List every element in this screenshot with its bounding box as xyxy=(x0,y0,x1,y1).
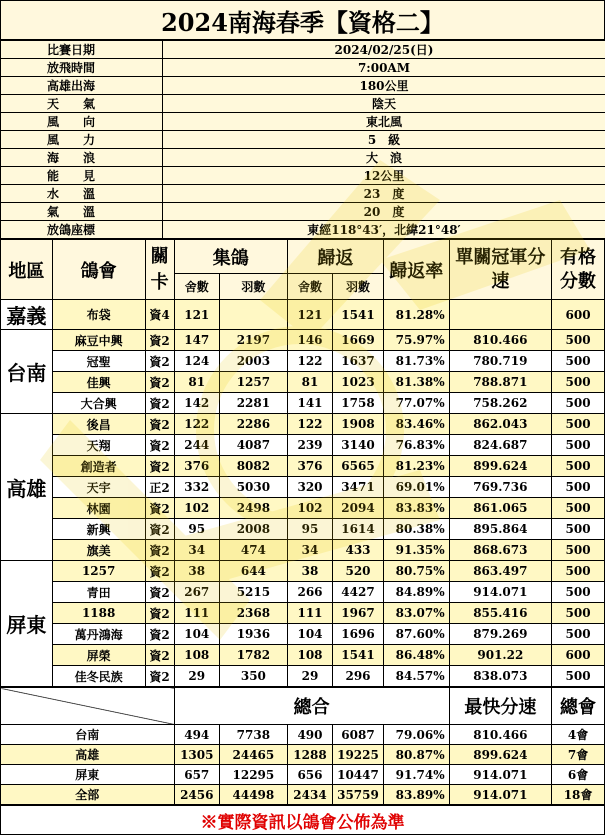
header-collect-birds: 羽數 xyxy=(219,274,287,300)
returned-birds: 433 xyxy=(333,540,384,561)
info-label: 風 向 xyxy=(1,113,163,131)
summary-collect-sheds: 1305 xyxy=(174,745,219,765)
collect-sheds: 95 xyxy=(174,519,219,540)
club-name: 大合興 xyxy=(52,393,145,414)
summary-fastest-speed: 914.071 xyxy=(449,785,551,805)
info-value: 12公里 xyxy=(163,167,605,185)
gate: 資2 xyxy=(145,582,174,603)
info-value: 23 度 xyxy=(163,185,605,203)
header-region: 地區 xyxy=(1,240,53,300)
info-value: 2024/02/25(日) xyxy=(163,41,605,59)
info-row xyxy=(1,59,605,77)
returned-birds: 1696 xyxy=(333,624,384,645)
gate: 資2 xyxy=(145,330,174,351)
club-name: 佳興 xyxy=(52,372,145,393)
table-row xyxy=(1,330,605,351)
header-qualified-points: 有格分數 xyxy=(552,240,605,300)
summary-club-count: 6會 xyxy=(552,765,605,785)
info-row xyxy=(1,221,605,239)
region-name: 台南 xyxy=(1,330,53,414)
champion-speed: 862.043 xyxy=(449,414,551,435)
summary-return-rate: 80.87% xyxy=(383,745,449,765)
collect-birds: 1936 xyxy=(219,624,287,645)
returned-birds: 1637 xyxy=(333,351,384,372)
return-rate: 81.73% xyxy=(383,351,449,372)
return-rate: 81.23% xyxy=(383,456,449,477)
summary-collect-sheds: 2456 xyxy=(174,785,219,805)
header-returned-sheds: 舍數 xyxy=(287,274,332,300)
return-rate: 84.57% xyxy=(383,666,449,687)
qualified-points: 600 xyxy=(552,300,605,330)
club-name: 布袋 xyxy=(52,300,145,330)
diagonal-cell xyxy=(1,688,175,725)
returned-sheds: 104 xyxy=(287,624,332,645)
results-body xyxy=(1,300,605,687)
champion-speed: 868.673 xyxy=(449,540,551,561)
returned-birds: 1614 xyxy=(333,519,384,540)
info-value: 大 浪 xyxy=(163,149,605,167)
return-rate: 87.60% xyxy=(383,624,449,645)
club-name: 1188 xyxy=(52,603,145,624)
returned-sheds: 95 xyxy=(287,519,332,540)
club-name: 佳冬民族 xyxy=(52,666,145,687)
gate: 資2 xyxy=(145,645,174,666)
return-rate: 80.75% xyxy=(383,561,449,582)
return-rate: 81.38% xyxy=(383,372,449,393)
collect-birds: 2197 xyxy=(219,330,287,351)
info-row xyxy=(1,113,605,131)
summary-returned-birds: 19225 xyxy=(333,745,384,765)
club-name: 萬丹鴻海 xyxy=(52,624,145,645)
header-returned-birds: 羽數 xyxy=(333,274,384,300)
collect-sheds: 108 xyxy=(174,645,219,666)
info-value: 20 度 xyxy=(163,203,605,221)
collect-birds: 2368 xyxy=(219,603,287,624)
summary-club-count: 18會 xyxy=(552,785,605,805)
return-rate: 75.97% xyxy=(383,330,449,351)
race-info-body xyxy=(1,41,605,239)
returned-birds: 1908 xyxy=(333,414,384,435)
summary-collect-sheds: 657 xyxy=(174,765,219,785)
table-row xyxy=(1,300,605,330)
champion-speed: 780.719 xyxy=(449,351,551,372)
champion-speed: 863.497 xyxy=(449,561,551,582)
summary-collect-birds: 24465 xyxy=(219,745,287,765)
info-label: 天 氣 xyxy=(1,95,163,113)
qualified-points: 500 xyxy=(552,582,605,603)
collect-birds: 644 xyxy=(219,561,287,582)
returned-sheds: 102 xyxy=(287,498,332,519)
return-rate: 76.83% xyxy=(383,435,449,456)
return-rate: 81.28% xyxy=(383,300,449,330)
gate: 資2 xyxy=(145,498,174,519)
results-header xyxy=(1,240,605,300)
collect-birds: 2003 xyxy=(219,351,287,372)
return-rate: 84.89% xyxy=(383,582,449,603)
returned-sheds: 376 xyxy=(287,456,332,477)
info-value: 東經118°43′，北緯21°48′ xyxy=(163,221,605,239)
champion-speed: 838.073 xyxy=(449,666,551,687)
qualified-points: 500 xyxy=(552,624,605,645)
champion-speed: 901.22 xyxy=(449,645,551,666)
returned-sheds: 29 xyxy=(287,666,332,687)
table-row xyxy=(1,645,605,666)
summary-row xyxy=(1,765,605,785)
summary-area: 全部 xyxy=(1,785,175,805)
champion-speed: 758.262 xyxy=(449,393,551,414)
collect-birds: 5030 xyxy=(219,477,287,498)
returned-sheds: 38 xyxy=(287,561,332,582)
info-label: 水 溫 xyxy=(1,185,163,203)
returned-sheds: 108 xyxy=(287,645,332,666)
collect-birds: 5215 xyxy=(219,582,287,603)
champion-speed: 824.687 xyxy=(449,435,551,456)
club-name: 天宇 xyxy=(52,477,145,498)
summary-return-rate: 79.06% xyxy=(383,725,449,745)
summary-returned-sheds: 2434 xyxy=(287,785,332,805)
qualified-points: 500 xyxy=(552,351,605,372)
club-name: 屏榮 xyxy=(52,645,145,666)
returned-sheds: 141 xyxy=(287,393,332,414)
return-rate: 80.38% xyxy=(383,519,449,540)
info-value: 東北風 xyxy=(163,113,605,131)
region-name: 屏東 xyxy=(1,561,53,687)
champion-speed: 788.871 xyxy=(449,372,551,393)
collect-birds: 4087 xyxy=(219,435,287,456)
returned-birds: 520 xyxy=(333,561,384,582)
summary-collect-birds: 7738 xyxy=(219,725,287,745)
collect-birds: 2498 xyxy=(219,498,287,519)
collect-sheds: 102 xyxy=(174,498,219,519)
table-row xyxy=(1,624,605,645)
table-row xyxy=(1,498,605,519)
returned-birds: 1023 xyxy=(333,372,384,393)
collect-sheds: 244 xyxy=(174,435,219,456)
info-row xyxy=(1,77,605,95)
summary-body xyxy=(1,688,605,805)
club-name: 旗美 xyxy=(52,540,145,561)
gate: 資2 xyxy=(145,414,174,435)
summary-row xyxy=(1,725,605,745)
return-rate: 83.83% xyxy=(383,498,449,519)
returned-birds: 3140 xyxy=(333,435,384,456)
qualified-points: 500 xyxy=(552,393,605,414)
header-collect-sheds: 舍數 xyxy=(174,274,219,300)
gate: 資2 xyxy=(145,666,174,687)
summary-table xyxy=(0,687,605,805)
returned-birds: 6565 xyxy=(333,456,384,477)
table-row xyxy=(1,540,605,561)
champion-speed: 855.416 xyxy=(449,603,551,624)
header-club: 鴿會 xyxy=(52,240,145,300)
club-name: 天翔 xyxy=(52,435,145,456)
qualified-points: 500 xyxy=(552,603,605,624)
return-rate: 77.07% xyxy=(383,393,449,414)
collect-sheds: 34 xyxy=(174,540,219,561)
table-row xyxy=(1,414,605,435)
collect-sheds: 122 xyxy=(174,414,219,435)
club-name: 青田 xyxy=(52,582,145,603)
info-value: 180公里 xyxy=(163,77,605,95)
champion-speed: 810.466 xyxy=(449,330,551,351)
returned-birds: 3471 xyxy=(333,477,384,498)
return-rate: 91.35% xyxy=(383,540,449,561)
summary-clubs-label: 總會 xyxy=(552,688,605,725)
summary-returned-birds: 35759 xyxy=(333,785,384,805)
champion-speed: 895.864 xyxy=(449,519,551,540)
qualified-points: 500 xyxy=(552,456,605,477)
return-rate: 83.07% xyxy=(383,603,449,624)
collect-sheds: 111 xyxy=(174,603,219,624)
collect-sheds: 29 xyxy=(174,666,219,687)
header-gate: 關卡 xyxy=(145,240,174,300)
summary-returned-sheds: 1288 xyxy=(287,745,332,765)
table-row xyxy=(1,519,605,540)
champion-speed: 879.269 xyxy=(449,624,551,645)
gate: 資2 xyxy=(145,624,174,645)
returned-birds: 4427 xyxy=(333,582,384,603)
summary-collect-birds: 12295 xyxy=(219,765,287,785)
returned-birds: 296 xyxy=(333,666,384,687)
returned-birds: 2094 xyxy=(333,498,384,519)
page-title: 2024南海春季【資格二】 xyxy=(1,1,605,40)
champion-speed: 861.065 xyxy=(449,498,551,519)
gate: 資2 xyxy=(145,435,174,456)
region-name: 高雄 xyxy=(1,414,53,561)
return-rate: 69.01% xyxy=(383,477,449,498)
summary-row xyxy=(1,745,605,765)
gate: 資2 xyxy=(145,519,174,540)
collect-sheds: 38 xyxy=(174,561,219,582)
club-name: 後昌 xyxy=(52,414,145,435)
club-name: 林園 xyxy=(52,498,145,519)
info-label: 能 見 xyxy=(1,167,163,185)
summary-returned-sheds: 490 xyxy=(287,725,332,745)
qualified-points: 500 xyxy=(552,330,605,351)
table-row xyxy=(1,351,605,372)
champion-speed xyxy=(449,300,551,330)
collect-birds: 2281 xyxy=(219,393,287,414)
table-row xyxy=(1,456,605,477)
header-champion-speed: 單關冠軍分速 xyxy=(449,240,551,300)
qualified-points: 500 xyxy=(552,666,605,687)
collect-sheds: 124 xyxy=(174,351,219,372)
returned-sheds: 146 xyxy=(287,330,332,351)
returned-sheds: 81 xyxy=(287,372,332,393)
summary-fastest-speed: 914.071 xyxy=(449,765,551,785)
collect-sheds: 332 xyxy=(174,477,219,498)
champion-speed: 769.736 xyxy=(449,477,551,498)
info-row xyxy=(1,149,605,167)
collect-birds: 2286 xyxy=(219,414,287,435)
info-row xyxy=(1,203,605,221)
collect-birds xyxy=(219,300,287,330)
race-info-table xyxy=(0,40,605,239)
summary-returned-sheds: 656 xyxy=(287,765,332,785)
header-returned: 歸返 xyxy=(287,240,383,274)
info-row xyxy=(1,95,605,113)
returned-birds: 1967 xyxy=(333,603,384,624)
club-name: 新興 xyxy=(52,519,145,540)
info-label: 放飛時間 xyxy=(1,59,163,77)
collect-sheds: 104 xyxy=(174,624,219,645)
club-name: 創造者 xyxy=(52,456,145,477)
gate: 資2 xyxy=(145,351,174,372)
returned-sheds: 320 xyxy=(287,477,332,498)
info-row xyxy=(1,167,605,185)
gate: 資2 xyxy=(145,540,174,561)
summary-club-count: 7會 xyxy=(552,745,605,765)
info-row xyxy=(1,131,605,149)
club-name: 麻豆中興 xyxy=(52,330,145,351)
returned-birds: 1669 xyxy=(333,330,384,351)
returned-birds: 1541 xyxy=(333,300,384,330)
returned-sheds: 266 xyxy=(287,582,332,603)
returned-sheds: 239 xyxy=(287,435,332,456)
table-row xyxy=(1,603,605,624)
club-name: 1257 xyxy=(52,561,145,582)
table-row xyxy=(1,561,605,582)
summary-area: 台南 xyxy=(1,725,175,745)
header-collect: 集鴿 xyxy=(174,240,287,274)
summary-area: 屏東 xyxy=(1,765,175,785)
table-row xyxy=(1,582,605,603)
summary-row xyxy=(1,785,605,805)
collect-birds: 2008 xyxy=(219,519,287,540)
gate: 資2 xyxy=(145,393,174,414)
returned-sheds: 121 xyxy=(287,300,332,330)
info-label: 放鴿座標 xyxy=(1,221,163,239)
gate: 資4 xyxy=(145,300,174,330)
club-name: 冠聖 xyxy=(52,351,145,372)
footer-note: ※實際資訊以鴿會公佈為準 xyxy=(1,806,605,835)
footer-table xyxy=(0,805,605,835)
info-label: 海 浪 xyxy=(1,149,163,167)
gate: 資2 xyxy=(145,456,174,477)
collect-birds: 1782 xyxy=(219,645,287,666)
qualified-points: 500 xyxy=(552,414,605,435)
collect-birds: 8082 xyxy=(219,456,287,477)
summary-fastest-label: 最快分速 xyxy=(449,688,551,725)
collect-sheds: 81 xyxy=(174,372,219,393)
info-row xyxy=(1,185,605,203)
info-value: 陰天 xyxy=(163,95,605,113)
collect-sheds: 142 xyxy=(174,393,219,414)
table-row xyxy=(1,372,605,393)
qualified-points: 500 xyxy=(552,372,605,393)
qualified-points: 500 xyxy=(552,477,605,498)
champion-speed: 914.071 xyxy=(449,582,551,603)
summary-returned-birds: 10447 xyxy=(333,765,384,785)
summary-fastest-speed: 810.466 xyxy=(449,725,551,745)
info-value: 7:00AM xyxy=(163,59,605,77)
region-name: 嘉義 xyxy=(1,300,53,330)
collect-sheds: 147 xyxy=(174,330,219,351)
summary-total-label: 總合 xyxy=(174,688,449,725)
info-label: 氣 溫 xyxy=(1,203,163,221)
summary-return-rate: 83.89% xyxy=(383,785,449,805)
return-rate: 83.46% xyxy=(383,414,449,435)
collect-birds: 1257 xyxy=(219,372,287,393)
table-row xyxy=(1,393,605,414)
summary-collect-sheds: 494 xyxy=(174,725,219,745)
summary-fastest-speed: 899.624 xyxy=(449,745,551,765)
gate: 資2 xyxy=(145,372,174,393)
info-label: 高雄出海 xyxy=(1,77,163,95)
info-row xyxy=(1,41,605,59)
returned-birds: 1541 xyxy=(333,645,384,666)
collect-birds: 350 xyxy=(219,666,287,687)
table-row xyxy=(1,477,605,498)
returned-birds: 1758 xyxy=(333,393,384,414)
qualified-points: 500 xyxy=(552,435,605,456)
returned-sheds: 111 xyxy=(287,603,332,624)
title-table xyxy=(0,0,605,40)
club-results-table xyxy=(0,239,605,687)
gate: 資2 xyxy=(145,561,174,582)
returned-sheds: 34 xyxy=(287,540,332,561)
returned-sheds: 122 xyxy=(287,351,332,372)
qualified-points: 600 xyxy=(552,645,605,666)
summary-collect-birds: 44498 xyxy=(219,785,287,805)
collect-sheds: 267 xyxy=(174,582,219,603)
table-row xyxy=(1,666,605,687)
summary-club-count: 4會 xyxy=(552,725,605,745)
collect-birds: 474 xyxy=(219,540,287,561)
info-label: 比賽日期 xyxy=(1,41,163,59)
summary-return-rate: 91.74% xyxy=(383,765,449,785)
qualified-points: 500 xyxy=(552,540,605,561)
return-rate: 86.48% xyxy=(383,645,449,666)
header-return-rate: 歸返率 xyxy=(383,240,449,300)
info-value: 5 級 xyxy=(163,131,605,149)
collect-sheds: 376 xyxy=(174,456,219,477)
summary-area: 高雄 xyxy=(1,745,175,765)
info-label: 風 力 xyxy=(1,131,163,149)
qualified-points: 500 xyxy=(552,561,605,582)
table-row xyxy=(1,435,605,456)
qualified-points: 500 xyxy=(552,519,605,540)
returned-sheds: 122 xyxy=(287,414,332,435)
qualified-points: 500 xyxy=(552,498,605,519)
champion-speed: 899.624 xyxy=(449,456,551,477)
collect-sheds: 121 xyxy=(174,300,219,330)
gate: 正2 xyxy=(145,477,174,498)
gate: 資2 xyxy=(145,603,174,624)
summary-returned-birds: 6087 xyxy=(333,725,384,745)
